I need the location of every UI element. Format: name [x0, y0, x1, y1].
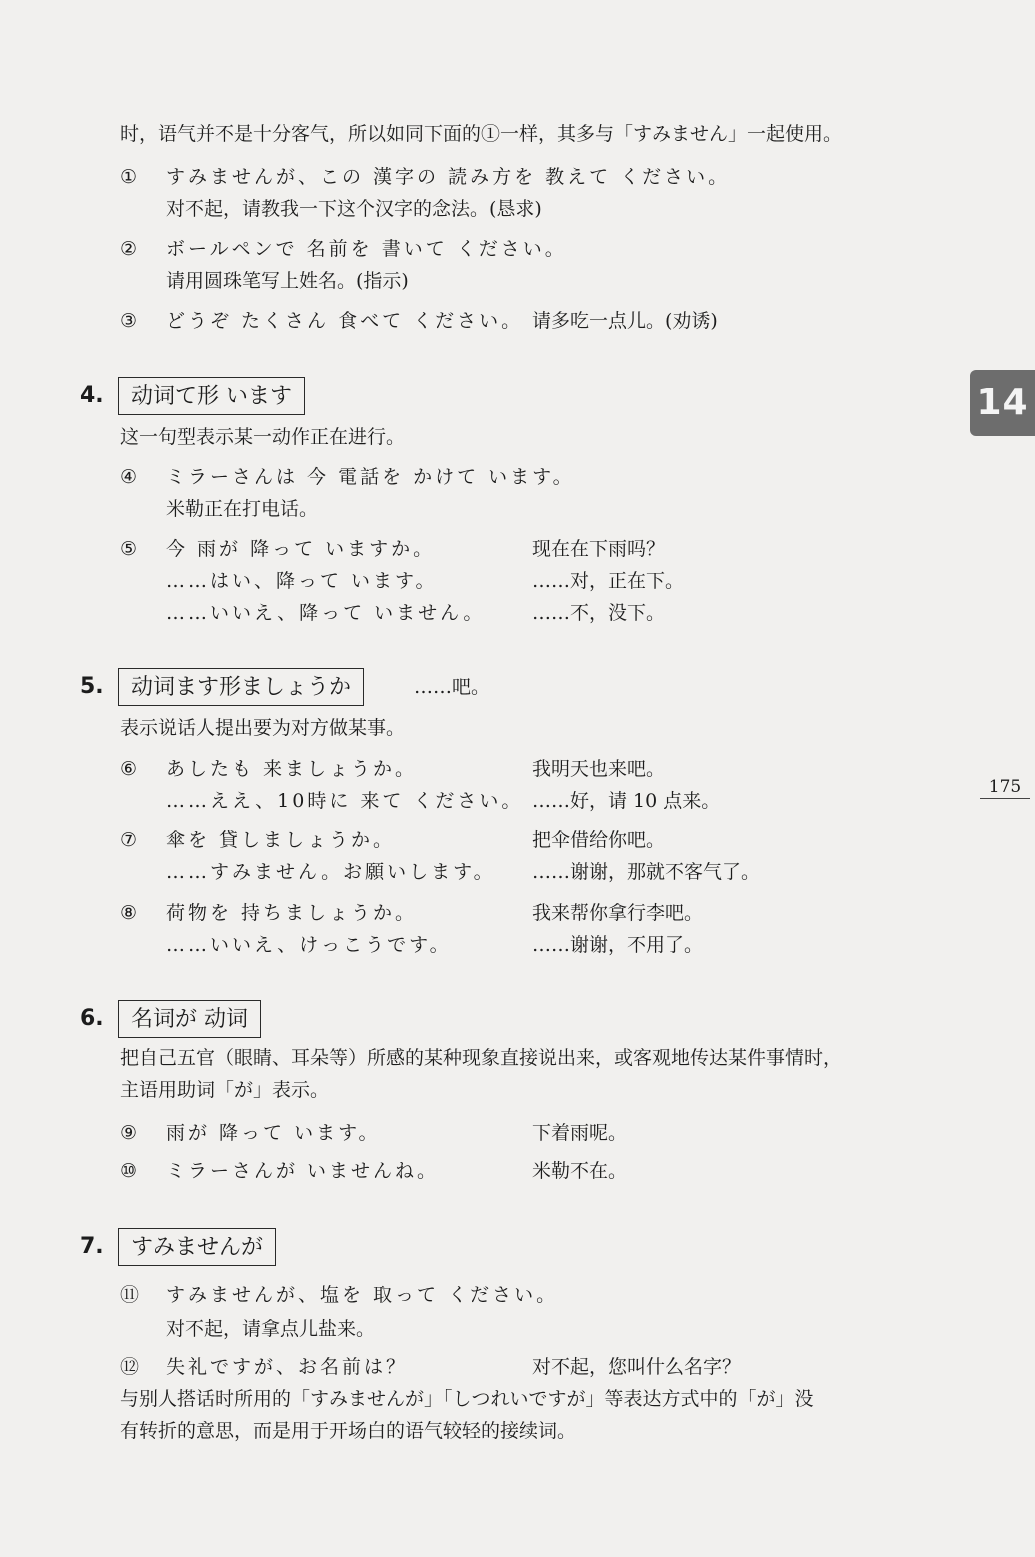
example-chinese: ……谢谢，那就不客气了。 [532, 861, 761, 883]
section-closing-text: 有转折的意思，而是用于开场白的语气较轻的接续词。 [120, 1420, 577, 1442]
example-chinese: 现在在下雨吗？ [532, 538, 666, 560]
chapter-tab: 14 [970, 370, 1035, 436]
section-title: 动词ます形ましょうか [118, 668, 364, 706]
example-number: ③ [120, 310, 138, 332]
example-chinese: 请多吃一点儿。(劝诱) [532, 310, 718, 332]
example-japanese: ミラーさんが いませんね。 [166, 1160, 440, 1182]
example-japanese: ……ええ、10時に 来て ください。 [166, 790, 524, 812]
example-number: ① [120, 166, 138, 188]
example-chinese: ……谢谢，不用了。 [532, 934, 704, 956]
example-number: ⑧ [120, 902, 138, 924]
example-number: ⑪ [120, 1284, 140, 1306]
example-number: ⑤ [120, 538, 138, 560]
section-description: 主语用助词「が」表示。 [120, 1079, 330, 1101]
section-description: 这一句型表示某一动作正在进行。 [120, 426, 406, 448]
section-description: 把自己五官（眼睛、耳朵等）所感的某种现象直接说出来，或客观地传达某件事情时， [120, 1047, 843, 1069]
example-number: ④ [120, 466, 138, 488]
example-chinese: 对不起，请拿点儿盐来。 [166, 1318, 376, 1340]
example-chinese: 对不起，请教我一下这个汉字的念法。(恳求) [166, 198, 542, 220]
example-japanese: 雨が 降って います。 [166, 1122, 381, 1144]
example-number: ② [120, 238, 138, 260]
example-number: ⑩ [120, 1160, 138, 1182]
example-chinese: ……好，请 10 点来。 [532, 790, 721, 812]
example-japanese: あしたも 来ましょうか。 [166, 758, 418, 780]
section-closing-text: 与别人搭话时所用的「すみませんが」「しつれいですが」等表达方式中的「が」没 [120, 1388, 814, 1410]
example-chinese: 米勒正在打电话。 [166, 498, 319, 520]
example-number: ⑫ [120, 1356, 140, 1378]
example-japanese: 傘を 貸しましょうか。 [166, 829, 396, 851]
intro-line: 时，语气并不是十分客气，所以如同下面的①一样，其多与「すみません」一起使用。 [120, 123, 843, 145]
example-japanese: ……いいえ、降って いません。 [166, 602, 486, 624]
section-number: 4. [80, 383, 104, 408]
example-japanese: 今 雨が 降って いますか。 [166, 538, 436, 560]
example-chinese: ……不，没下。 [532, 602, 666, 624]
example-japanese: ……すみません。お願いします。 [166, 861, 496, 883]
example-japanese: すみませんが、この 漢字の 読み方を 教えて ください。 [166, 166, 731, 188]
page-number: 175 [980, 776, 1030, 799]
example-japanese: ……いいえ、けっこうです。 [166, 934, 452, 956]
example-number: ⑨ [120, 1122, 138, 1144]
example-chinese: 把伞借给你吧。 [532, 829, 666, 851]
example-japanese: 荷物を 持ちましょうか。 [166, 902, 418, 924]
example-number: ⑥ [120, 758, 138, 780]
section-title: すみませんが [118, 1228, 276, 1266]
section-number: 7. [80, 1234, 104, 1259]
example-chinese: 我来帮你拿行李吧。 [532, 902, 704, 924]
example-japanese: ……はい、降って います。 [166, 570, 438, 592]
example-chinese: 对不起，您叫什么名字？ [532, 1356, 742, 1378]
example-japanese: すみませんが、塩を 取って ください。 [166, 1284, 559, 1306]
section-number: 5. [80, 674, 104, 699]
section-description: 表示说话人提出要为对方做某事。 [120, 717, 406, 739]
example-japanese: 失礼ですが、お名前は？ [166, 1356, 409, 1378]
section-title: 名词が 动词 [118, 1000, 261, 1038]
example-chinese: 我明天也来吧。 [532, 758, 666, 780]
example-chinese: 下着雨呢。 [532, 1122, 628, 1144]
example-chinese: 米勒不在。 [532, 1160, 628, 1182]
section-title: 动词て形 います [118, 377, 305, 415]
example-chinese: ……对，正在下。 [532, 570, 685, 592]
example-japanese: ミラーさんは 今 電話を かけて います。 [166, 466, 575, 488]
section-number: 6. [80, 1006, 104, 1031]
example-japanese: ボールペンで 名前を 書いて ください。 [166, 238, 567, 260]
example-number: ⑦ [120, 829, 138, 851]
example-japanese: どうぞ たくさん 食べて ください。 [166, 310, 524, 332]
example-chinese: 请用圆珠笔写上姓名。(指示) [166, 270, 409, 292]
section-title-gloss: ……吧。 [414, 676, 491, 698]
